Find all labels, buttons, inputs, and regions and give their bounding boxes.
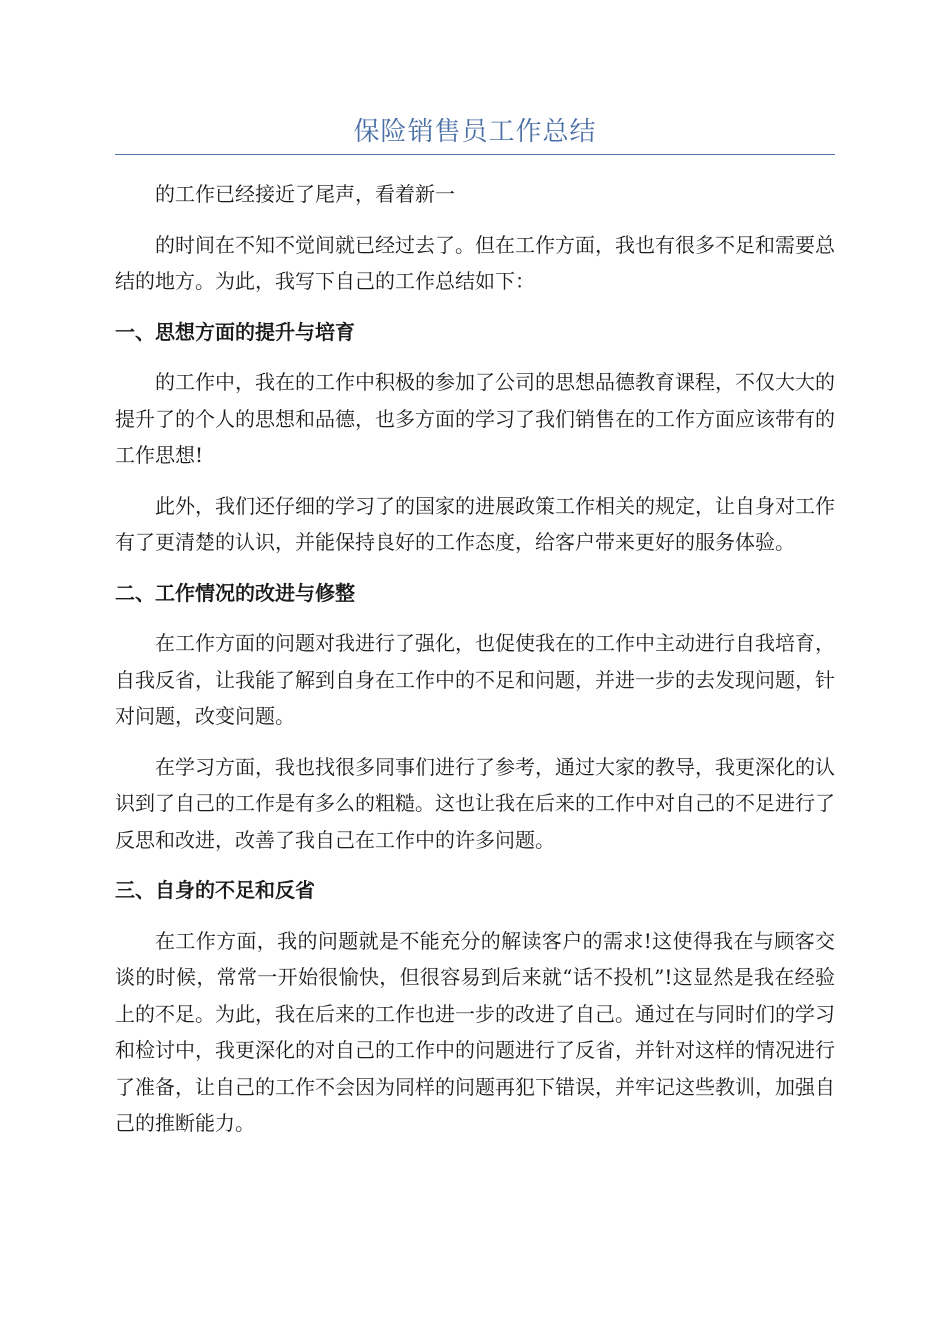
paragraph-section1-1: 的工作中，我在的工作中积极的参加了公司的思想品德教育课程，不仅大大的提升了的个人的思想和品德，也多方面的学习了我们销售在的工作方面应该带有的工作思想!: [115, 370, 835, 467]
paragraph-section2-1: 在工作方面的问题对我进行了强化，也促使我在的工作中主动进行自我培育，自我反省，让我能了解到自身在工作中的不足和问题，并进一步的去发现问题，针对问题，改变问题。: [115, 631, 835, 728]
title-underline: [115, 154, 835, 155]
section-heading-1: 一、思想方面的提升与培育: [115, 319, 355, 344]
paragraph-intro-2: 的时间在不知不觉间就已经过去了。但在工作方面，我也有很多不足和需要总结的地方。为此，我写下自己的工作总结如下：: [115, 232, 835, 293]
section-heading-2: 二、工作情况的改进与修整: [115, 580, 355, 605]
paragraph-intro-1: 的工作已经接近了尾声，看着新一: [155, 182, 455, 206]
document-body: [115, 176, 835, 1156]
section-heading-3: 三、自身的不足和反省: [115, 878, 315, 902]
paragraph-section2-2: 在学习方面，我也找很多同事们进行了参考，通过大家的教导，我更深化的认识到了自己的工作是有多么的粗糙。这也让我在后来的工作中对自己的不足进行了反思和改进，改善了我自己在工作中的许多问题。: [115, 754, 835, 852]
paragraph-section1-2: 此外，我们还仔细的学习了的国家的进展政策工作相关的规定，让自身对工作有了更清楚的认识，并能保持良好的工作态度，给客户带来更好的服务体验。: [115, 493, 835, 554]
paragraph-section3-1: 在工作方面，我的问题就是不能充分的解读客户的需求!这使得我在与顾客交谈的时候，常常一开始很愉快，但很容易到后来就“话不投机”!这显然是我在经验上的不足。为此，我在后来的工作也进一步的改进了自己。通过在与同时们的学习和检讨中，我更深化的对自己的工作中的问题进行了反省，并针对这样的情况进行了准备，让自己的工作不会因为同样的问题再犯下错误，并牢记这些教训，加强自己的推断能力。: [115, 928, 835, 1135]
page-title: 保险销售员工作总结: [353, 117, 597, 147]
